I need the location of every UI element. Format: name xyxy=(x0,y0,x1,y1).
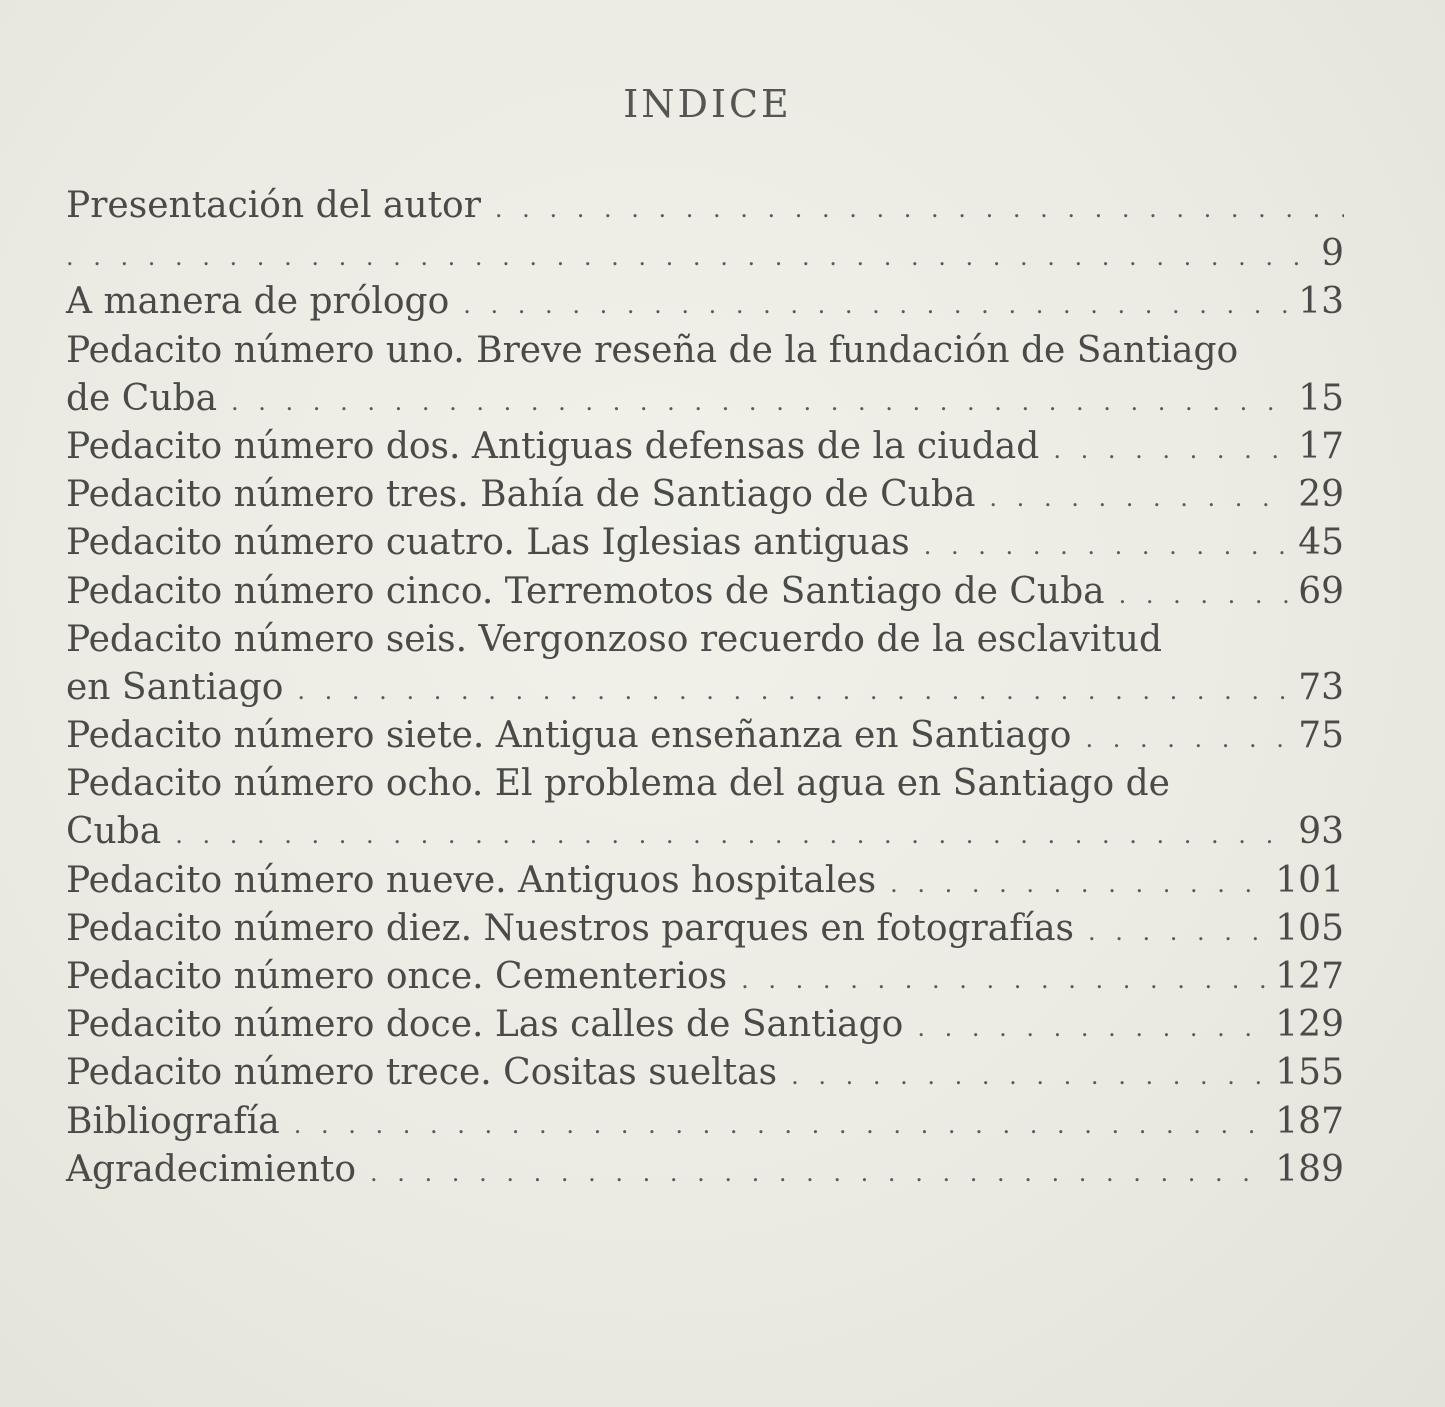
toc-entry-page: 187 xyxy=(1275,1100,1344,1142)
toc-entry-title: Cuba xyxy=(66,811,162,853)
dot-leader xyxy=(175,811,1288,859)
dot-leader xyxy=(890,860,1265,908)
toc-entry-title: Pedacito número seis. Vergonzoso recuerdo de la esclavitud xyxy=(66,618,1163,660)
toc-entry xyxy=(66,712,1344,760)
toc-entry-title: A manera de prólogo xyxy=(66,281,450,323)
toc-entry xyxy=(66,760,1344,808)
dot-leader xyxy=(741,956,1265,1004)
toc-entry-page: 29 xyxy=(1298,474,1344,516)
dot-leader xyxy=(294,1101,1266,1149)
dot-leader xyxy=(66,233,1311,281)
toc-entry-title: Pedacito número nueve. Antiguos hospitales xyxy=(66,859,877,901)
toc-entry xyxy=(66,471,1344,519)
dot-leader xyxy=(231,378,1288,426)
toc-entry-page: 73 xyxy=(1298,666,1344,708)
dot-leader xyxy=(370,1149,1265,1197)
toc-entry-page: 15 xyxy=(1298,377,1344,419)
toc-entry-title: Pedacito número tres. Bahía de Santiago de Cuba xyxy=(66,474,976,516)
dot-leader xyxy=(1119,571,1289,619)
toc-entry-page: 9 xyxy=(1321,233,1344,275)
dot-leader xyxy=(924,522,1288,570)
toc-entry xyxy=(66,808,1344,856)
toc-entry xyxy=(66,423,1344,471)
toc-entry xyxy=(66,519,1344,567)
toc-entry-page: 155 xyxy=(1275,1052,1344,1094)
toc-entry-page: 127 xyxy=(1275,956,1344,997)
dot-leader xyxy=(1085,715,1288,763)
toc-entry xyxy=(66,1049,1344,1097)
toc-entry-page: 105 xyxy=(1275,907,1344,949)
toc-entry-page: 17 xyxy=(1298,425,1344,467)
toc-entry-title: Pedacito número uno. Breve reseña de la fundación de Santiago xyxy=(66,329,1239,371)
toc-entry xyxy=(66,182,1344,230)
toc-entry xyxy=(66,664,1344,712)
table-of-contents xyxy=(66,182,1344,1194)
toc-entry xyxy=(66,230,1344,278)
toc-entry xyxy=(66,568,1344,616)
dot-leader xyxy=(989,474,1288,522)
dot-leader xyxy=(463,281,1288,329)
toc-entry-title: Agradecimiento xyxy=(66,1148,357,1190)
dot-leader xyxy=(1088,908,1265,956)
toc-entry xyxy=(66,857,1344,905)
dot-leader xyxy=(917,1004,1265,1052)
toc-entry-page: 13 xyxy=(1298,281,1344,323)
toc-entry-title: Pedacito número siete. Antigua enseñanza en Santiago xyxy=(66,715,1072,757)
toc-entry xyxy=(66,1001,1344,1049)
toc-entry-title: Pedacito número cinco. Terremotos de Santiago de Cuba xyxy=(66,570,1105,612)
toc-entry-page: 129 xyxy=(1275,1004,1344,1046)
dot-leader xyxy=(495,185,1344,233)
toc-entry-title: Pedacito número once. Cementerios xyxy=(66,956,728,997)
toc-entry-title: Pedacito número doce. Las calles de Santiago xyxy=(66,1004,904,1046)
toc-entry-title: Pedacito número trece. Cositas sueltas xyxy=(66,1052,778,1094)
toc-entry-page: 93 xyxy=(1298,811,1344,853)
toc-entry xyxy=(66,953,1344,1001)
page-title: INDICE xyxy=(623,82,792,126)
toc-entry-page: 69 xyxy=(1298,570,1344,612)
toc-entry xyxy=(66,278,1344,326)
toc-entry-page: 75 xyxy=(1298,715,1344,757)
toc-entry xyxy=(66,327,1344,375)
toc-entry-title: Presentación del autor xyxy=(66,185,481,226)
toc-entry-title: Pedacito número diez. Nuestros parques en fotografías xyxy=(66,907,1074,949)
toc-entry-title: Pedacito número cuatro. Las Iglesias antiguas xyxy=(66,522,910,564)
toc-entry xyxy=(66,1098,1344,1146)
dot-leader xyxy=(791,1052,1265,1100)
toc-entry xyxy=(66,616,1344,664)
toc-entry-title: Pedacito número ocho. El problema del agua en Santiago de xyxy=(66,763,1170,805)
toc-entry-title: en Santiago xyxy=(66,666,284,708)
toc-entry xyxy=(66,1146,1344,1194)
dot-leader xyxy=(1053,426,1288,474)
toc-entry-title: de Cuba xyxy=(66,377,218,419)
toc-entry xyxy=(66,905,1344,953)
toc-entry-title: Pedacito número dos. Antiguas defensas de la ciudad xyxy=(66,425,1040,467)
toc-entry-page: 189 xyxy=(1275,1148,1344,1190)
toc-entry-page: 101 xyxy=(1275,859,1344,901)
dot-leader xyxy=(297,667,1288,715)
toc-entry-title: Bibliografía xyxy=(66,1100,280,1142)
toc-entry-page: 45 xyxy=(1298,522,1344,564)
toc-entry xyxy=(66,375,1344,423)
